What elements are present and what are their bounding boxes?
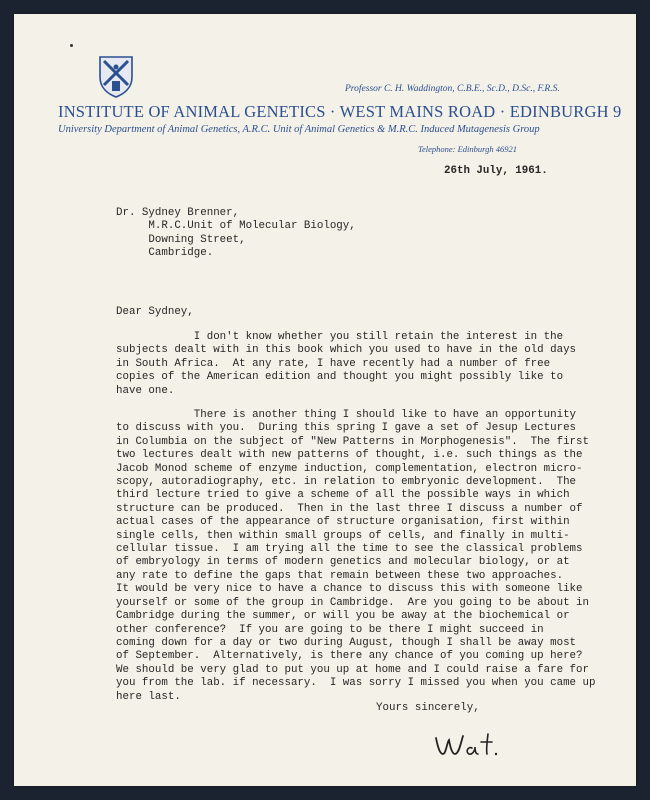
paragraph-2: There is another thing I should like to have an opportunity to discuss with you. During this spring I gave a set of Jesup Lectures in Columbia on the subject of "New Patterns in Morphogenesis". The first two lectures dealt with new patterns of thought, i.e. such things as the Jacob Monod scheme of enzyme induction, complementation, electron micro- scopy, autoradiography, etc. in relation to embryonic development. The third lecture tried to give a scheme of all the possible ways in which structure can be produced. Then in the last three I discuss a number of actual cases of the appearance of structure organisation, first within single cells, then within small groups of cells, and finally in multi- cellular tissue. I am trying all the time to see the classical problems of embryology in terms of modern genetics and molecular biology, or at any rate to define the gaps that remain between these two approaches. It would be very nice to have a chance to discuss this with someone like yourself or some of the group in Cambridge. Are you going to be about in Cambridge during the summer, or will you be away at the biochemical or other conference? If you are going to be there I might succeed in coming down for a day or two during August, though I shall be away most of September. Alternatively, is there any chance of you coming up here? We should be very glad to put you up at home and I could raise a fare for you from the lab. if necessary. I was sorry I missed you when you came up here last. — [116, 409, 596, 703]
letterhead-departments: University Department of Animal Genetics, A.R.C. Unit of Animal Genetics & M.R.C. Induced Mutagenesis Group — [58, 124, 540, 135]
letterhead-institute: INSTITUTE OF ANIMAL GENETICS · WEST MAINS ROAD · EDINBURGH 9 — [58, 102, 622, 121]
salutation: Dear Sydney, — [116, 306, 194, 318]
letterhead-telephone: Telephone: Edinburgh 46921 — [418, 144, 518, 154]
closing: Yours sincerely, — [376, 702, 480, 714]
recipient-address: Dr. Sydney Brenner, M.R.C.Unit of Molecular Biology, Downing Street, Cambridge. — [116, 207, 356, 260]
letterhead-professor: Professor C. H. Waddington, C.B.E., Sc.D., D.Sc., F.R.S. — [345, 84, 560, 94]
letter-date: 26th July, 1961. — [444, 165, 548, 177]
handwritten-signature — [430, 726, 510, 762]
paragraph-1: I don't know whether you still retain the interest in the subjects dealt with in this book which you used to have in the old days in South Africa. At any rate, I have recently had a number of free copies of the American edition and thought you might possibly like to have one. — [116, 331, 577, 397]
university-crest-icon — [98, 55, 134, 99]
paper-mark — [70, 44, 73, 47]
